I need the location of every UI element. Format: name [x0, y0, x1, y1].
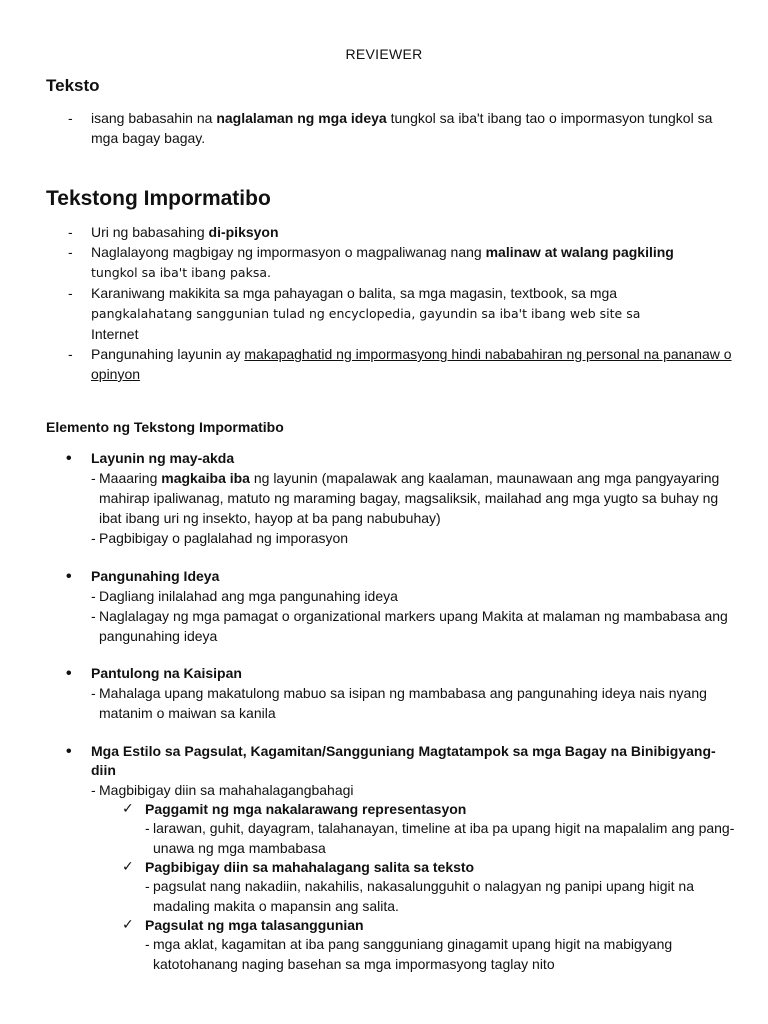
check-item-talasanggunian: ✓ Pagsulat ng mga talasanggunian [122, 917, 364, 933]
check-item-pagbibigay-diin: ✓ Pagbibigay diin sa mahahalagang salita sa teksto [122, 859, 475, 875]
impormatibo-item-2: - Naglalayong magbigay ng impormasyon o magpaliwanag nang malinaw at walang pagkiling tungkol sa iba't ibang paksa. [46, 242, 736, 283]
layunin-sub-1: - Maaaring magkaiba iba ng layunin (mapalawak ang kaalaman, maunawaan ang mga pangyayaring mahirap ipaliwanag, matuto ng maraming bagay, magsaliksik, mailahad ang mga yugto sa buhay ng ibat ibang uri ng insekto, hayop at ba pang nabubuhay) [91, 470, 720, 526]
bullet-pangunahing-ideya: • Pangunahing Ideya [46, 567, 736, 586]
check-sub-talasanggunian: - mga aklat, kagamitan at iba pang sangguniang ginagamit upang higit na mabigyang katotohanang naging basehan sa mga impormasyong taglay nito [145, 936, 673, 972]
checkmark-icon: ✓ [122, 859, 134, 875]
impormatibo-item-3: - Karaniwang makikita sa mga pahayagan o balita, sa mga magasin, textbook, sa mga pangkalahatang sanggunian tulad ng encyclopedia, gayundin sa iba't ibang web site sa Internet [46, 283, 736, 344]
check-item-representasyon: ✓ Paggamit ng mga nakalarawang representasyon [122, 801, 467, 817]
elemento-layunin [46, 449, 736, 548]
elemento-kaisipan [46, 664, 736, 723]
ideya-sub-2: - Naglalagay ng mga pamagat o organizational markers upang Makita at malaman ng mambabasa ang pangunahing ideya [91, 608, 728, 644]
elemento-estilo [46, 742, 736, 974]
heading-tekstong-impormatibo: Tekstong Impormatibo [46, 187, 271, 210]
impormatibo-item-4: - Pangunahing layunin ay makapaghatid ng impormasyong hindi nababahiran ng personal na pananaw o opinyon [46, 344, 736, 384]
ideya-sub-1: - Dagliang inilalahad ang mga pangunahing ideya [91, 588, 398, 604]
bullet-layunin: • Layunin ng may-akda [46, 449, 736, 468]
checkmark-icon: ✓ [122, 801, 134, 817]
impormatibo-list [46, 222, 736, 384]
kaisipan-sub-1: - Mahalaga upang makatulong mabuo sa isipan ng mambabasa ang pangunahing ideya nais nyang matanim o maiwan sa kanila [91, 685, 707, 721]
check-sub-representasyon: - larawan, guhit, dayagram, talahanayan, timeline at iba pa upang higit na mapalalim ang pang-unawa ng mga mambabasa [145, 820, 735, 856]
heading-elemento: Elemento ng Tekstong Impormatibo [46, 419, 284, 435]
checkmark-icon: ✓ [122, 917, 134, 933]
bullet-mga-estilo: • Mga Estilo sa Pagsulat, Kagamitan/Sangguniang Magtatampok sa mga Bagay na Binibigyang-diin [46, 742, 736, 780]
check-sub-pagbibigay-diin: - pagsulat nang nakadiin, nakahilis, nakasalungguhit o nalagyan ng panipi upang higit na madaling makita o mapansin ang salita. [145, 878, 694, 914]
bullet-pantulong-na-kaisipan: • Pantulong na Kaisipan [46, 664, 736, 683]
impormatibo-item-1: - Uri ng babasahing di-piksyon [46, 222, 736, 242]
layunin-sub-2: - Pagbibigay o paglalahad ng imporasyon [91, 530, 349, 546]
estilo-sub-1: - Magbibigay diin sa mahahalagangbahagi [91, 782, 354, 798]
heading-teksto: Teksto [46, 76, 100, 95]
document-title: REVIEWER [345, 46, 423, 62]
teksto-definition: - isang babasahin na naglalaman ng mga ideya tungkol sa iba't ibang tao o impormasyon tungkol sa mga bagay bagay. [46, 108, 736, 148]
elemento-ideya [46, 567, 736, 646]
teksto-list [46, 108, 736, 148]
